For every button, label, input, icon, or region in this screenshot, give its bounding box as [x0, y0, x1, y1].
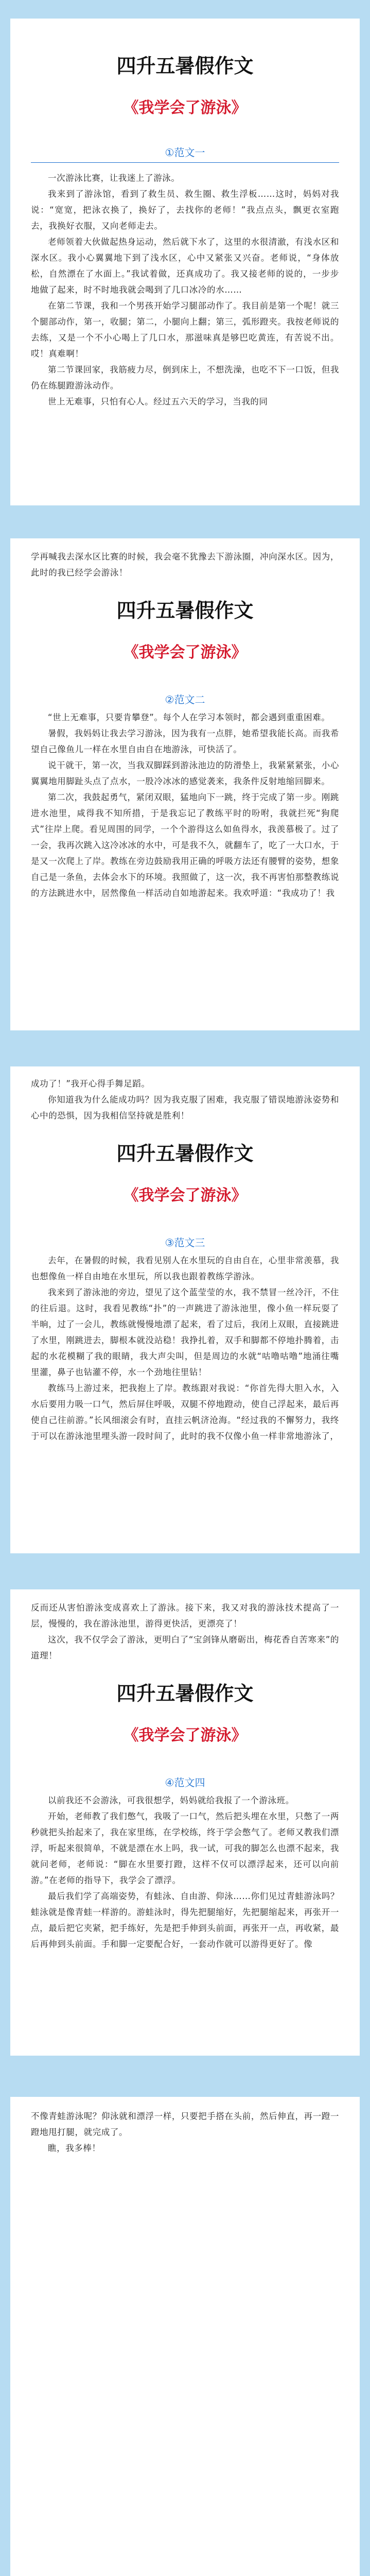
paragraph: 在第二节课，我和一个男孩开始学习腿部动作了。我目前是第一个呢！就三个腿部动作，第一，收腿；第二，小腿向上翻；第三，弧形蹬夹。我按老师说的去练，又是一个不小心喝上了几口水，那滋味真是够巴吃黄连，有苦说不出。哎！真难啊！: [31, 300, 339, 359]
essay-card-3: [10, 1066, 360, 1553]
paragraph: 去年，在暑假的时候，我看见别人在水里玩的自由自在，心里非常羡慕，我也想像鱼一样自由地在水里玩，所以我也跟着教练学游泳。: [31, 1255, 339, 1281]
continuation-paragraph: 不像青蛙游泳呢？仰泳就和漂浮一样，只要把手搭在头前，然后伸直，再一蹬一蹬地甩打腿，就完成了。: [31, 2111, 339, 2137]
paragraph: 一次游泳比赛，让我迷上了游泳。: [48, 173, 180, 183]
paragraph: 开始，老师教了我们憋气，我吸了一口气，然后把头埋在水里，只憋了一两秒就把头抬起来了，我在家里练，在学校练，终于学会憋气了。老师又教我们漂浮，听起来很简单，不就是漂在水上吗，我一试，可我的脚怎么也漂不起来，我就问老师，老师说：“脚在水里要打蹬，这样不仅可以漂浮起来，还可以向前游。”在老师的指导下，我学会了漂浮。: [31, 1811, 339, 1885]
section-label: ①范文一: [31, 146, 339, 163]
paragraph: 最后我们学了高端姿势，有蛙泳、自由游、仰泳……你们见过青蛙游泳吗？蛙泳就是像青蛙一样游的。游蛙泳时，得先把腿缩好，先把腿缩起来，再张开一点，最后把它夹紧，把手练好，先是把手伸到头前面，再张开一点，再收紧，最后再伸到头前面。手和脚一定要配合好，一套动作就可以游得更好了。像: [31, 1891, 339, 1949]
paragraph: 世上无难事，只怕有心人。经过五六天的学习，当我的同: [48, 396, 268, 406]
paragraph: 老师领着大伙做起热身运动，然后就下水了，这里的水很清澈，有浅水区和深水区。我小心翼翼地下到了浅水区，心中又紧张又兴奋。老师说，“身体放松，自然漂在了水面上。”我试着做，还真成功了。我又接老师的说的，一步步地做了起来，时不时地我就会喝到了几口冰冷的水……: [31, 236, 339, 295]
essay-card-1: [10, 19, 360, 505]
continuation-paragraph: 学再喊我去深水区比赛的时候，我会毫不犹豫去下游泳圈，冲向深水区。因为，此时的我已经学会游泳！: [31, 552, 339, 578]
card-subtitle: 《我学会了游泳》: [123, 1726, 247, 1744]
continuation-paragraph: 成功了！”我开心得手舞足蹈。: [31, 1079, 150, 1089]
essay-card-2: [10, 538, 360, 1030]
essay-card-4: [10, 1589, 360, 2056]
card-title: 四升五暑假作文: [116, 55, 254, 77]
continuation-paragraph: 你知道我为什么能成功吗？因为我克服了困难，我克服了错误地游泳姿势和心中的恐惧，因为我相信坚持就是胜利！: [31, 1095, 339, 1121]
paragraph: 以前我还不会游泳，可我很想学，妈妈就给我报了一个游泳班。: [48, 1795, 294, 1805]
paragraph: 第二节课回家，我筋疲力尽，倒到床上，不想洗澡，也吃不下一口饭，但我仍在练腿蹬游泳动作。: [31, 364, 339, 391]
card-title: 四升五暑假作文: [116, 599, 254, 622]
card-subtitle: 《我学会了游泳》: [123, 643, 247, 662]
card-subtitle: 《我学会了游泳》: [123, 1186, 247, 1205]
section-label: ③范文三: [165, 1236, 205, 1249]
closing-line: 瞧，我多棒！: [48, 2143, 101, 2153]
continuation-paragraph: 反而还从害怕游泳变成喜欢上了游泳。接下来，我又对我的游泳技术提高了一层，慢慢的，我在游泳池里，游得更快活，更漂亮了！: [31, 1603, 339, 1629]
card-subtitle: 《我学会了游泳》: [123, 98, 247, 117]
paragraph: 说干就干，第一次，当我双脚踩到游泳池边的防滑垫上，我紧紧紧张，小心翼翼地用脚趾头点了点水，一股冷冰冰的感觉袭来，我条件反射地缩回脚来。: [31, 760, 339, 786]
continuation-paragraph: 这次，我不仅学会了游泳，更明白了“宝剑锋从磨砺出，梅花香自苦寒来”的道理！: [31, 1635, 339, 1660]
essay-card-5: [10, 2097, 360, 2576]
section-label: ④范文四: [165, 1776, 205, 1789]
paragraph: 我来到了游泳池的旁边，望见了这个蓝莹莹的水，我不禁冒一丝冷汗，不住的往后退。这时，我看见教练“扑”的一声跳进了游泳池里，像小鱼一样玩耍了半晌，过了一会儿，教练就慢慢地漂了起来，看了过后，我闭上双眼，直接跳进了水里，刚跳进去，脚根本就没站稳！我挣扎着，双手和脚都不停地扑腾着，击起的水花模糊了我的眼睛，我大声尖叫，但是周边的水就“咕噜咕噜”地涌往嘴里灌，鼻子也钻灌不停，水一个劲地往里钻！: [31, 1287, 339, 1377]
card-title: 四升五暑假作文: [116, 1142, 254, 1165]
paragraph: 第二次，我鼓起勇气，紧闭双眼，猛地向下一跳，终于完成了第一步。刚跳进水池里，咸得我不知所措，于是我忘记了教练平时的吩咐，我就拦死“狗爬式”往岸上爬。看见周围的同学，一个个游得这么如鱼得水，我羡慕极了。过了一会，我再次跳入这冷冰冰的水中，可是我不久，就翻车了，吃了一大口水，于是又一次爬上了岸。教练在旁边鼓励我用正确的呼吸方法还有腰臂的姿势，想象自己是一条鱼，去体会水下的环境。我照做了，这一次，我不再害怕那整教练说的方法跳进水中，居然像鱼一样活动自如地游起来。我欢呼道：“我成功了！我: [31, 792, 339, 898]
card-title: 四升五暑假作文: [116, 1682, 254, 1705]
paragraph: 我来到了游泳馆，看到了救生员、救生圈、救生浮板……这时，妈妈对我说：“宽宽，把泳衣换了，换好了，去找你的老师！”我点点头，飘更衣室跑去，我换好衣服，又向老师走去。: [31, 189, 339, 231]
paragraph: 教练马上游过来，把我抱上了岸。教练跟对我说：“你首先得大胆入水，入水后要用力吸一口气，然后屏住呼吸，双腿不停地蹬动，使自己浮起来，最后再使自己往前游。”长风细滚会有时，直挂云帆济沧海。“经过我的不懈努力，我终于可以在游泳池里埋头游一段时间了，此时的我不仅像小鱼一样非常地游泳了，: [31, 1383, 339, 1441]
section-label: ②范文二: [165, 693, 205, 706]
paragraph: 暑假，我妈妈让我去学习游泳，因为我有一点胖，她希望我能长高。而我希望自己像鱼儿一样在水里自由自在地游泳，可快活了。: [31, 728, 339, 754]
paragraph: “世上无难事，只要肯攀登”。每个人在学习本领时，都会遇到重重困难。: [48, 712, 330, 722]
